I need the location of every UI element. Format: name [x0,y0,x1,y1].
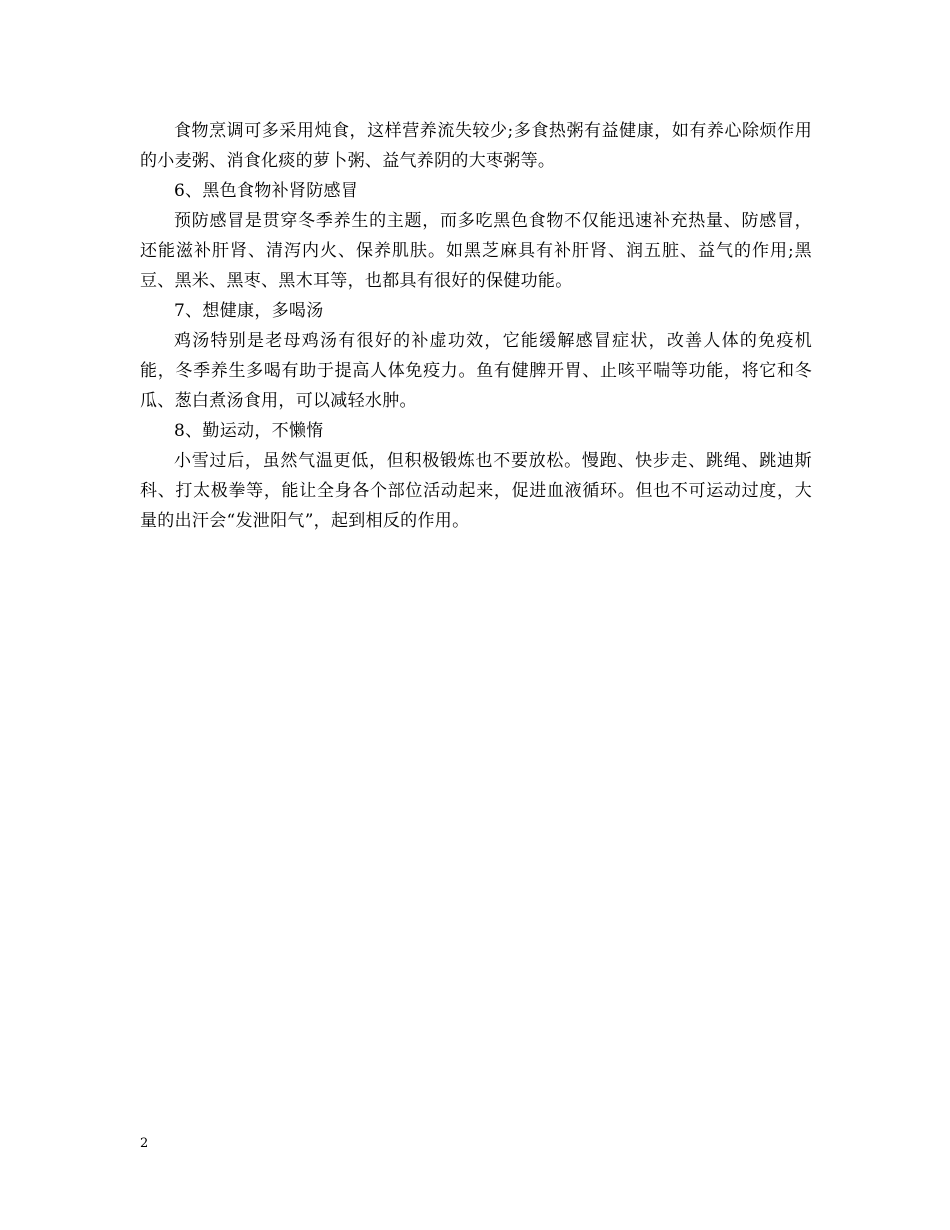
section-heading-7: 7、想健康，多喝汤 [174,301,324,321]
paragraph-soup: 鸡汤特别是老母鸡汤有很好的补虚功效，它能缓解感冒症状，改善人体的免疫机能，冬季养生多喝有助于提高人体免疫力。鱼有健脾开胃、止咳平喘等功能，将它和冬瓜、葱白煮汤食用，可以减轻水肿。 [140,331,812,411]
paragraph-exercise: 小雪过后，虽然气温更低，但积极锻炼也不要放松。慢跑、快步走、跳绳、跳迪斯科、打太极拳等，能让全身各个部位活动起来，促进血液循环。但也不可运动过度，大量的出汗会“发泄阳气”，起到相反的作用。 [140,451,812,531]
section-heading-8: 8、勤运动，不懒惰 [174,421,324,441]
document-body [140,116,812,536]
paragraph-cooking-tips: 食物烹调可多采用炖食，这样营养流失较少;多食热粥有益健康，如有养心除烦作用的小麦粥、消食化痰的萝卜粥、益气养阴的大枣粥等。 [140,121,812,171]
paragraph-black-foods: 预防感冒是贯穿冬季养生的主题，而多吃黑色食物不仅能迅速补充热量、防感冒，还能滋补肝肾、清泻内火、保养肌肤。如黑芝麻具有补肝肾、润五脏、益气的作用;黑豆、黑米、黑枣、黑木耳等，也都具有很好的保健功能。 [140,211,812,291]
page-number: 2 [140,1136,149,1151]
section-heading-6: 6、黑色食物补肾防感冒 [174,181,359,201]
